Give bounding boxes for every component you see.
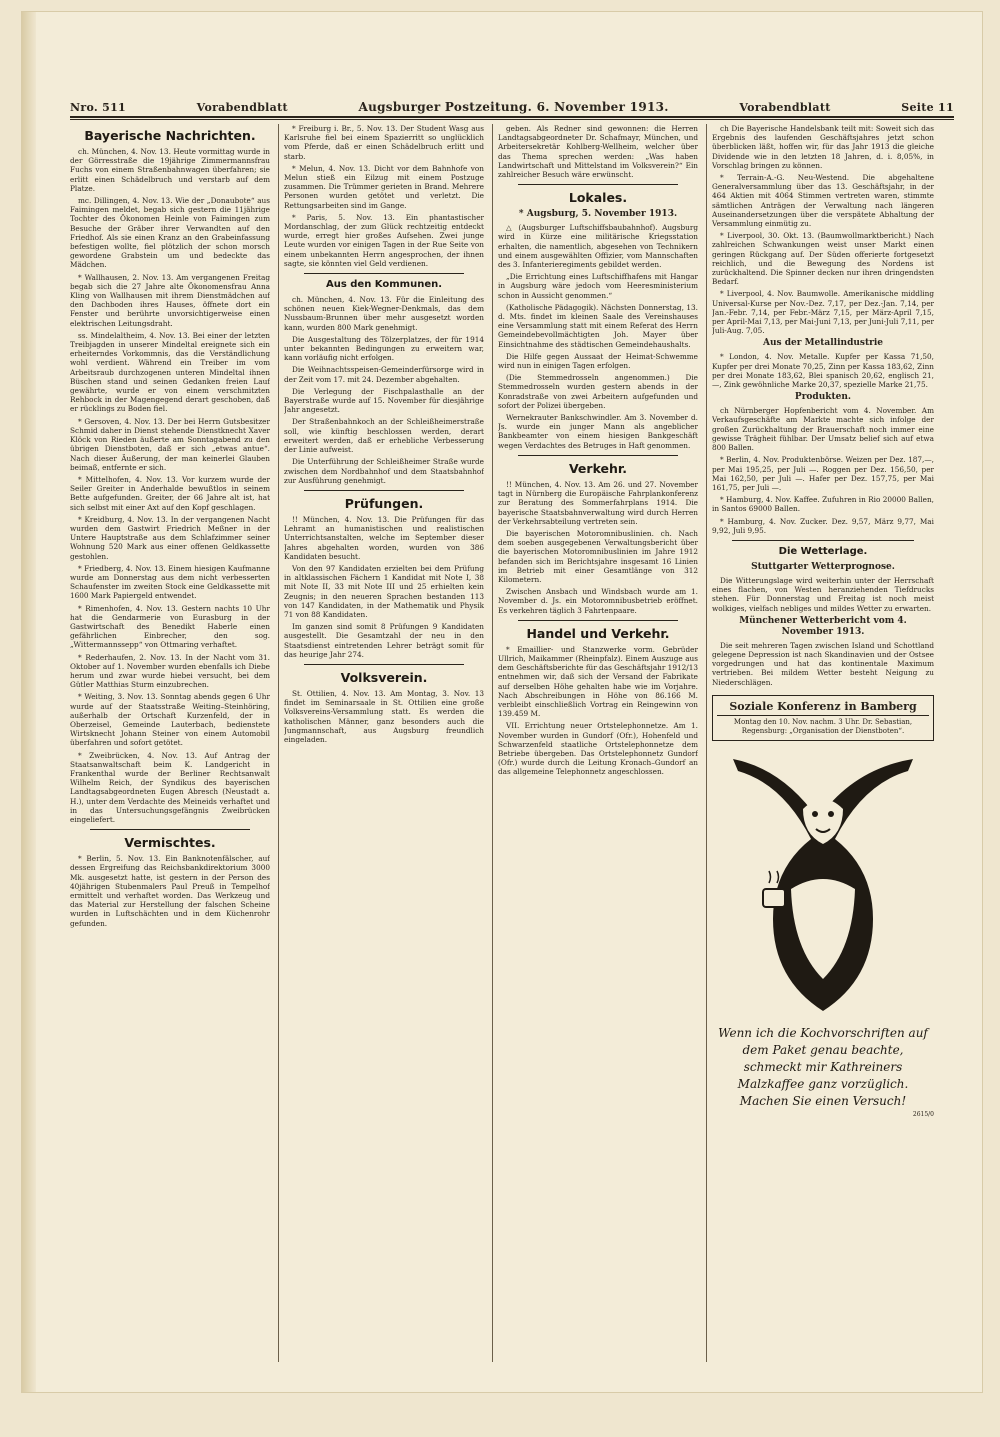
article-paragraph: (Die Stemmedrosseln angenommen.) Die Stemmedrosseln wurden gestern abends in der Konradstraße von zwei Arbeitern aufgefunden und sofort der Polizei übergeben. [498,373,698,410]
article-paragraph: VII. Errichtung neuer Ortstelephonnetze. Am 1. November wurden in Gundorf (Ofr.), Hohenfeld und Schwarzenfeld staatliche Ortstelephonnetze dem Betriebe übergeben. Das Ortstelephonnetz Gundorf (Ofr.) wurde durch die Leitung Kronach–Gundorf an das allgemeine Telephonnetz angeschlossen. [498,721,698,777]
article-paragraph: * Hamburg, 4. Nov. Kaffee. Zufuhren in Rio 20000 Ballen, in Santos 69000 Ballen. [712,495,934,514]
article-paragraph: * Kreidburg, 4. Nov. 13. In der vergangenen Nacht wurden dem Gastwirt Friedrich Meßner in der Untere Hauptstraße aus dem Schlafzimmer seiner Wohnung 520 Mark aus einer offenen Geldkassette gestohlen. [70,514,270,561]
article-paragraph: * Mittelhofen, 4. Nov. 13. Vor kurzem wurde der Seiler Greiter in Anderhalde bewußtlos in seinem Bette aufgefunden. Greiter, der 66 Jahre alt ist, hat sich selbst mit einer Axt auf den Kopf geschlagen. [70,474,270,512]
subheading-metal-industry: Aus der Metallindustrie [762,338,884,349]
section-heading-weather: Die Wetterlage. [778,545,868,557]
article-list [498,223,698,450]
issue-number: Nro. 511 [70,101,127,114]
article-paragraph: !! München, 4. Nov. 13. Am 26. und 27. November tagt in Nürnberg die Europäische Fahrplankonferenz zur Beratung des Sommerfahrplans 1914. Die bayerische Staatsbahnverwaltung wird durch Herren der Verkehrsabteilung vertreten sein. [498,479,698,526]
article-paragraph: * Liverpool, 30. Okt. 13. (Baumwollmarktbericht.) Nach zahlreichen Schwankungen weist unser Markt einen geringen Rückgang auf. Der Süden offerierte fortgesetzt reichlich, und die Bewegung des Nordens ist zurückhaltend. Die Spinner decken nur ihren dringendsten Bedarf. [712,231,934,287]
column-divider [278,124,279,1362]
article-paragraph: Wernekrauter Bankschwindler. Am 3. November d. Js. wurde ein junger Mann als angeblicher Bankbeamter von einem hiesigen Bankgeschäft wegen Verdachtes des Betruges in Haft genommen. [498,413,698,450]
article-list [712,352,934,389]
divider [304,490,464,491]
article-list [712,576,934,613]
divider [90,829,250,830]
section-heading-traffic: Verkehr. [568,460,628,476]
article-paragraph: Die Witterungslage wird weiterhin unter der Herrschaft eines flachen, von Westen heranziehenden Tiefdrucks stehen. Für Donnerstag und Freitag ist noch meist wolkiges, vielfach nebliges und mildes Wetter zu erwarten. [712,575,934,613]
section-heading-local: Lokales. [568,190,628,206]
article-paragraph: * Terrain-A.-G. Neu-Westend. Die abgehaltene Generalversammlung über das 13. Geschäftsjahr, in der 464 Aktien mit 4064 Stimmen vertreten waren, stimmte sämtlichen Anträgen der Verwaltung nach längeren Auseinandersetzungen über die verspätete Abhaltung der Versammlung einmütig zu. [712,173,934,229]
article-paragraph: Zwischen Ansbach und Windsbach wurde am 1. November d. Js. ein Motoromnibusbetrieb eröffnet. Es verkehren täglich 3 Fahrtenpaare. [498,587,698,615]
article-list [498,645,698,777]
article-paragraph: ch. München, 4. Nov. 13. Heute vormittag wurde in der Görresstraße die 19jährige Zimmermannsfrau Fuchs von einem Straßenbahnwagen überfahren; sie erlitt einen Schädelbruch und verstarb auf dem Platze. [70,147,270,193]
article-paragraph: * Hamburg, 4. Nov. Zucker. Dez. 9,57, März 9,77, Mai 9,92, Juli 9,95. [712,516,934,535]
article-paragraph: * Berlin, 5. Nov. 13. Ein Banknotenfälscher, auf dessen Ergreifung das Reichsbankdirektorium 3000 Mk. ausgesetzt hatte, ist gestern in der Person des 40jährigen Stubenmalers Paul Preuß in Tempelhof ermittelt und verhaftet worden. Das Werkzeug und das Material zur Herstellung der falschen Scheine wurden in Luftschächten und in dem Küchenrohr gefunden. [70,854,270,928]
announcement-text: Montag den 10. Nov. nachm. 3 Uhr. Dr. Sebastian, Regensburg: „Organisation der Dienstboten“. [733,717,913,735]
article-paragraph: * Wallhausen, 2. Nov. 13. Am vergangenen Freitag begab sich die 27 Jahre alte Ökonomensfrau Anna Kling von Wallhausen mit ihrem Dienstmädchen auf den Dachboden ihres Hauses, öffnete dort ein Fenster und berührte unvorsichtigerweise einen elektrischen Leitungsdraht. [70,272,270,328]
section-heading-communes: Aus den Kommunen. [325,279,443,291]
subheading-stuttgart-forecast: Stuttgarter Wetterprognose. [751,561,895,572]
article-paragraph: * Paris, 5. Nov. 13. Ein phantastischer Mordanschlag, der zum Glück rechtzeitig entdeckt wurde, erregt hier großes Aufsehen. Zwei junge Leute wurden vor einigen Tagen in der Rue Seite von einem unbekannten Herrn angesprochen, der ihnen sagte, sie könnten viel Geld verdienen. [284,212,484,268]
page-spine-shadow [22,12,36,1392]
advertisement-caption: Wenn ich die Kochvorschriften auf dem Paket genau beachte, schmeckt mir Kathreiners Malzkaffee ganz vorzüglich. Machen Sie einen Versuch! [718,1025,928,1108]
article-list [70,854,270,928]
article-paragraph: Die bayerischen Motoromnibuslinien. ch. Nach dem soeben ausgegebenen Verwaltungsbericht über die bayerischen Motoromnibuslinien im Jahre 1912 befanden sich im Berichtsjahre insgesamt 16 Linien im Betrieb mit einer Gesamtlänge von 312 Kilometern. [498,528,698,584]
article-list [284,515,484,659]
header-rule [70,116,954,118]
article-list [712,406,934,535]
subheading-munich-weather: Münchener Wetterbericht vom 4. November 1913. [739,615,907,637]
article-paragraph: Der Straßenbahnkoch an der Schleißheimerstraße soll, wie künftig beschlossen werden, derart erweitert werden, daß er erhebliche Verbesserung der Linie aufweist. [284,417,484,455]
announcement-title: Soziale Konferenz in Bamberg [717,700,929,716]
article-paragraph: geben. Als Redner sind gewonnen: die Herren Landtagsabgeordneter Dr. Schafmayr, München, und Arbeitersekretär Kohlberg-Wellheim, welcher über das Thema sprechen werden: „Was haben Landwirtschaft und Mittelstand im Volksverein?“ Ein zahlreicher Besuch wäre erwünscht. [498,124,698,180]
advertisement-code: 2615/0 [912,1110,934,1118]
page-header [70,96,954,114]
article-list [712,641,934,687]
page-number: Seite 11 [901,101,954,114]
article-paragraph: * Weiting, 3. Nov. 13. Sonntag abends gegen 6 Uhr wurde auf der Staatsstraße Weiting–Steinhöring, außerhalb der Ortschaft Kurzenfeld, der in Oberzeisel, Gemeinde Lauterbach, bedienstete Wirtsknecht Johann Steiner von einem Automobil überfahren und sofort getötet. [70,692,270,748]
header-rule-thin [70,119,954,120]
article-paragraph: * Gersoven, 4. Nov. 13. Der bei Herrn Gutsbesitzer Schmid daher in Dienst stehende Dienstknecht Xaver Klöck von Rieden äußerte am Sonntagabend zu den übrigen Dienstboten, daß er sich „etwas antue“. Nach dieser Äußerung, der man keinerlei Glauben beimaß, entfernte er sich. [70,416,270,472]
dateline: * Augsburg, 5. November 1913. [518,209,678,220]
article-paragraph: * Zweibrücken, 4. Nov. 13. Auf Antrag der Staatsanwaltschaft beim K. Landgericht in Frankenthal wurde der Berliner Rechtsanwalt Wilhelm Reich, der Syndikus des bayerischen Landtagsabgeordneten Eugen Abresch (Neustadt a. H.), unter dem Verdachte des Meineids verhaftet und in das Untersuchungsgefängnis Zweibrücken eingeliefert. [70,750,270,825]
article-list [284,689,484,744]
article-paragraph: * Emaillier- und Stanzwerke vorm. Gebrüder Ullrich, Maikammer (Rheinpfalz). Einem Auszuge aus dem Geschäftsberichte für das Geschäftsjahr 1912/13 entnehmen wir, daß sich der Versand der Fabrikate auf derselben Höhe gehalten habe wie im Vorjahre. Nach Abschreibungen in Höhe von 86.166 M. verbleibt einschließlich Vortrag ein Reingewinn von 139.459 M. [498,644,698,719]
column-divider [492,124,493,1362]
coffee-man-figure-icon [723,749,923,1019]
article-list [284,124,484,268]
section-heading-exams: Prüfungen. [344,495,424,511]
section-heading-miscellaneous: Vermischtes. [124,835,216,851]
article-paragraph: * Rimenhofen, 4. Nov. 13. Gestern nachts 10 Uhr hat die Gendarmerie von Eurasburg in der Gastwirtschaft des Benedikt Haberle einen gefährlichen Einbrecher, den sog. „Wittermannssepp“ von Ottmaring verhaftet. [70,603,270,650]
section-heading-bavarian-news: Bayerische Nachrichten. [84,128,256,143]
article-paragraph: * Rederhaufen, 2. Nov. 13. In der Nacht vom 31. Oktober auf 1. November wurden ebenfalls ich Diebe herum und zwar wurde hiebei versucht, bei dem Gütler Matthias Sturm einzubrechen. [70,652,270,690]
column-4 [712,124,934,1364]
article-paragraph: (Katholische Pädagogik). Nächsten Donnerstag, 13. d. Mts. findet im kleinen Saale des Vereinshauses eine Versammlung statt mit einem Referat des Herrn Gemeindebevollmächtigten Joh. Mayer über Einsichtnahme des städtischen Gemeindehaushalts. [498,302,698,349]
section-heading-trade: Handel und Verkehr. [526,625,670,641]
column-1 [70,124,270,1364]
divider [518,620,678,621]
column-2 [284,124,484,1364]
article-paragraph: ch Die Bayerische Handelsbank teilt mit: Soweit sich das Ergebnis des laufenden Geschäftsjahres jetzt schon überblicken läßt, hoffen wir, für das Jahr 1913 die gleiche Dividende wie in den letzten 18 Jahren, d. i. 8,05%, in Vorschlag bringen zu können. [712,124,934,170]
divider [732,540,914,541]
column-divider [706,124,707,1362]
newspaper-page [22,12,982,1392]
subheading-products: Produkten. [794,392,852,403]
article-paragraph: * Liverpool, 4. Nov. Baumwolle. Amerikanische middling Universal-Kurse per Nov.-Dez. 7,17, per Dez.-Jan. 7,14, per Jan.-Febr. 7,14, per Febr.-März 7,15, per März-April 7,15, per April-Mai 7,13, per Mai-Juni 7,13, per Juni-Juli 7,11, per Juli-Aug. 7,05. [712,289,934,336]
article-paragraph: Die Hilfe gegen Aussaat der Heimat-Schwemme wird nun in einigen Tagen erfolgen. [498,351,698,371]
article-paragraph: * Friedberg, 4. Nov. 13. Einem hiesigen Kaufmanne wurde am Donnerstag aus dem nicht verbesserten Schaufenster im zweiten Stock eine Geldkassette mit 1600 Mark Papiergeld entwendet. [70,563,270,601]
article-paragraph: * London, 4. Nov. Metalle. Kupfer per Kassa 71,50, Kupfer per drei Monate 70,25, Zinn per Kassa 183,62, Zinn per drei Monate 183,62, Blei spanisch 20,62, englisch 21,—, Zink gewöhnliche Marke 20,37, spezielle Marke 21,75. [712,352,934,390]
article-paragraph: mc. Dillingen, 4. Nov. 13. Wie der „Donaubote“ aus Faimingen meldet, begab sich gestern die 11jährige Tochter des Ökonomen Heinle von Faimingen zum Besuche der Gräber ihrer Verwandten auf den Friedhof. Als sie einen Kranz an den Grabeinfassung befestigen wollte, fiel plötzlich der schon morsch gewordene Grabstein um und bedeckte das Mädchen. [70,196,270,270]
article-list [712,124,934,335]
edition-label-left: Vorabendblatt [196,101,288,114]
column-3 [498,124,698,1364]
announcement-box [712,695,934,741]
article-paragraph: St. Ottilien, 4. Nov. 13. Am Montag, 3. Nov. 13 findet im Seminarsaale in St. Ottilien eine große Volksvereins-Versammlung statt. Es werden die katholischen Männer, ganz besonders auch die Jungmannschaft, aus Augsburg freundlich eingeladen. [284,688,484,744]
article-paragraph: Die seit mehreren Tagen zwischen Island und Schottland gelegene Depression ist nach Skandinavien und der Ostsee vorgedrungen und hat das kontinentale Maximum vertrieben. Bei mildem Wetter besteht Neigung zu Niederschlägen. [712,640,934,687]
article-list [70,147,270,824]
article-paragraph: Von den 97 Kandidaten erzielten bei dem Prüfung in altklassischen Fächern 1 Kandidat mit Note I, 38 mit Note II, 33 mit Note III und 25 erhielten kein Zeugnis; in den neueren Sprachen bestanden 113 von 147 Kandidaten, in der Mathematik und Physik 71 von 88 Kandidaten. [284,563,484,619]
article-paragraph: !! München, 4. Nov. 13. Die Prüfungen für das Lehramt an humanistischen und realistischen Unterrichtsanstalten, welche im September dieser Jahres abgehalten worden, wurden von 386 Kandidaten besucht. [284,514,484,561]
divider [304,664,464,665]
article-paragraph: Die Ausgestaltung des Tölzerplatzes, der für 1914 unter bekannten Bedingungen zu erweitern war, kann vorläufig nicht erfolgen. [284,334,484,363]
article-paragraph: ch Nürnberger Hopfenbericht vom 4. November. Am Verkaufsgeschäfte am Markte machte sich infolge der großen Zurückhaltung der Brauerschaft noch immer eine gewisse Trägheit fühlbar. Der Umsatz belief sich auf etwa 800 Ballen. [712,406,934,453]
article-paragraph: * Freiburg i. Br., 5. Nov. 13. Der Student Wasg aus Karlsruhe fiel bei einem Spazierritt so unglücklich vom Pferde, daß er einen Schädelbruch erlitt und starb. [284,124,484,161]
edition-label-right: Vorabendblatt [739,101,831,114]
article-list [284,295,484,485]
article-paragraph: ch. München, 4. Nov. 13. Für die Einleitung des schönen neuen Kiek-Wegner-Denkmals, das dem Nussbaum-Brunnen über mehr ausgesetzt worden kann, wurden 800 Mark genehmigt. [284,295,484,332]
coffee-advertisement-illustration [723,749,923,1019]
article-paragraph: Die Unterführung der Schleißheimer Straße wurde zwischen dem Nordbahnhof und dem Staatsbahnhof zur Ausführung genehmigt. [284,457,484,485]
divider [518,455,678,456]
article-paragraph: Im ganzen sind somit 8 Prüfungen 9 Kandidaten ausgestellt. Die Gesamtzahl der neu in den Staatsdienst eintretenden Lehrer beträgt somit für das heurige Jahr 274. [284,622,484,659]
divider [304,273,464,274]
article-paragraph: * Melun, 4. Nov. 13. Dicht vor dem Bahnhofe von Melun stieß ein Eilzug mit einem Postzuge zusammen. Die Trümmer gerieten in Brand. Mehrere Personen wurden getötet und verletzt. Die Rettungsarbeiten sind im Gange. [284,163,484,210]
article-paragraph: Die Verlegung der Fischpalasthalle an der Bayerstraße wurde auf 15. November für diesjährige Jahr angesetzt. [284,386,484,415]
article-paragraph: △ (Augsburger Luftschiffsbaubahnhof). Augsburg wird in Kürze eine militärische Kriegsstation erhalten, die namentlich, abgesehen von Technikern und einem ausgewählten Offizier, vom Mannschaften des 3. Infanterieregiments gebildet werden. [498,223,698,270]
article-paragraph: ss. Mindelaltheim, 4. Nov. 13. Bei einer der letzten Treibjagden in unserer Mindeltal ereignete sich ein erheiterndes Vorkommnis, das die Verständlichung wohl verdient. Während ein Treiber im vom Arbeitsraub durchzogenen unteren Mindeltal ihnen Büschen stand und seinen Gedanken freien Lauf gewährte, wurde er von einem verschmitzten Rehbock in der Magengegend derart geschoben, daß er rücklings zu Boden fiel. [70,330,270,414]
newspaper-title-date: Augsburger Postzeitung. 6. November 1913. [358,100,669,114]
article-paragraph: * Berlin, 4. Nov. Produktenbörse. Weizen per Dez. 187,—, per Mai 195,25, per Juli —. Roggen per Dez. 156,50, per Mai 162,50, per Juli —. Hafer per Dez. 157,75, per Mai 161,75, per Juli —. [712,455,934,492]
article-paragraph: Die Weihnachtsspeisen-Gemeinderfürsorge wird in der Zeit vom 17. mit 24. Dezember abgehalten. [284,365,484,384]
article-list [498,124,698,179]
divider [518,184,678,185]
section-heading-volksverein: Volksverein. [340,669,428,685]
article-list [498,480,698,615]
article-paragraph: „Die Errichtung eines Luftschiffhafens mit Hangar in Augsburg wäre jedoch vom Heeresministerium schon in Aussicht genommen.“ [498,272,698,300]
